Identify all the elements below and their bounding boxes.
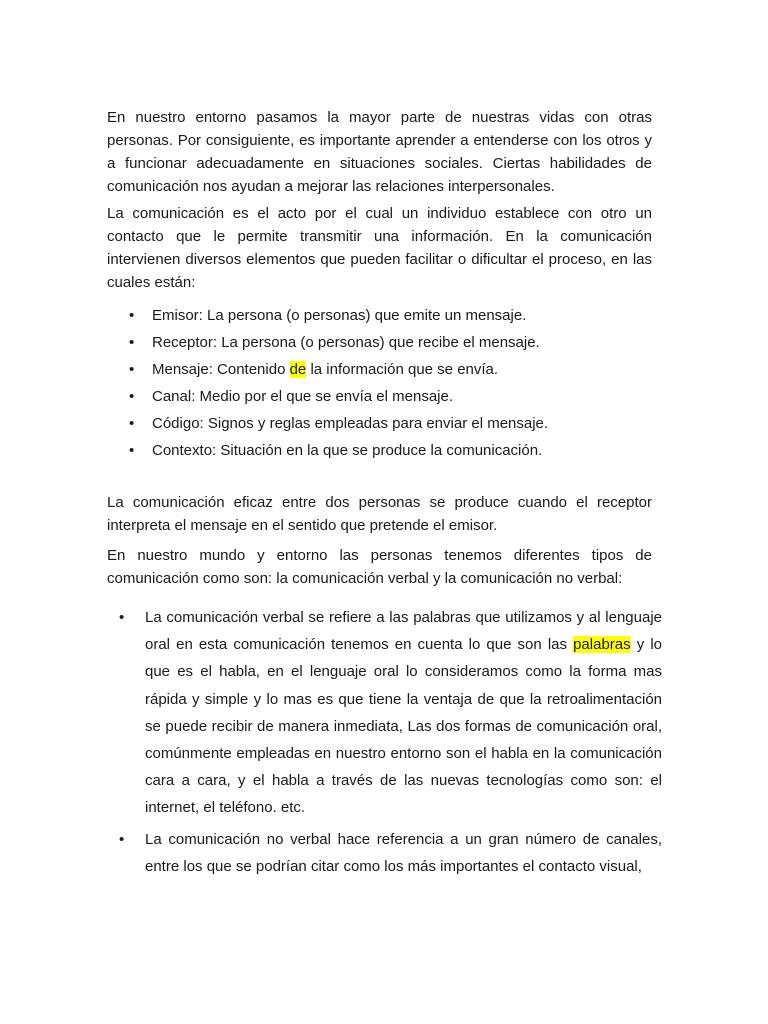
highlighted-text: palabras xyxy=(573,636,631,654)
communication-types-list xyxy=(0,604,768,880)
text-segment: Mensaje: Contenido xyxy=(152,361,290,378)
bullet-icon: • xyxy=(129,334,135,351)
bullet-icon: • xyxy=(129,361,135,378)
paragraph-communication-types: En nuestro mundo y entorno las personas tenemos diferentes tipos de comunicación como son: la comunicación verbal y la comunicación no verbal: xyxy=(107,547,652,587)
list-item xyxy=(0,385,768,412)
list-item-text: Receptor: La persona (o personas) que recibe el mensaje. xyxy=(152,334,540,351)
paragraph-intro: En nuestro entorno pasamos la mayor parte de nuestras vidas con otras personas. Por consiguiente, es importante aprender a entenderse con los otros y a funcionar adecuadamente en situaciones sociales. Ciertas habilidades de comunicación nos ayudan a mejorar las relaciones interpersonales. xyxy=(107,109,652,195)
bullet-icon: • xyxy=(129,442,135,459)
list-item-text: Contexto: Situación en la que se produce la comunicación. xyxy=(152,442,543,459)
list-item-text xyxy=(145,604,662,822)
list-item-text: Canal: Medio por el que se envía el mensaje. xyxy=(152,388,454,405)
text-segment: y lo que es el habla, en el lenguaje oral lo consideramos como la forma mas rápida y simple y lo mas es que tiene la ventaja de que la retroalimentación se puede recibir de manera inmediata, Las dos formas de comunicación oral, comúnmente empleadas en nuestro entorno son el habla en la comunicación cara a cara, y el habla a través de las nuevas tecnologías como son: el internet, el teléfono. etc. xyxy=(145,636,662,817)
communication-elements-list xyxy=(0,304,768,466)
list-item xyxy=(0,826,768,880)
bullet-icon: • xyxy=(129,388,135,405)
list-item xyxy=(0,439,768,466)
list-item-text: Emisor: La persona (o personas) que emite un mensaje. xyxy=(152,307,527,324)
paragraph-definition: La comunicación es el acto por el cual un individuo establece con otro un contacto que le permite transmitir una información. En la comunicación intervienen diversos elementos que pueden facilitar o dificultar el proceso, en las cuales están: xyxy=(107,205,652,291)
bullet-icon: • xyxy=(129,307,135,324)
paragraph-effective-communication: La comunicación eficaz entre dos personas se produce cuando el receptor interpreta el mensaje en el sentido que pretende el emisor. xyxy=(107,494,652,534)
list-item-text: Código: Signos y reglas empleadas para enviar el mensaje. xyxy=(152,415,549,432)
list-item xyxy=(0,304,768,331)
list-item xyxy=(0,412,768,439)
text-segment: La comunicación verbal se refiere a las palabras que utilizamos y al lenguaje oral en esta comunicación tenemos en cuenta lo que son las xyxy=(145,609,662,654)
bullet-icon: • xyxy=(119,609,125,626)
list-item xyxy=(0,358,768,385)
text-segment: la información que se envía. xyxy=(306,361,499,378)
list-item xyxy=(0,604,768,822)
list-item-text: La comunicación no verbal hace referencia a un gran número de canales, entre los que se podrían citar como los más importantes el contacto visual, xyxy=(145,830,662,875)
bullet-icon: • xyxy=(129,415,135,432)
highlighted-text: de xyxy=(289,361,307,378)
list-item xyxy=(0,331,768,358)
list-item-text xyxy=(152,358,498,381)
bullet-icon: • xyxy=(119,830,125,848)
